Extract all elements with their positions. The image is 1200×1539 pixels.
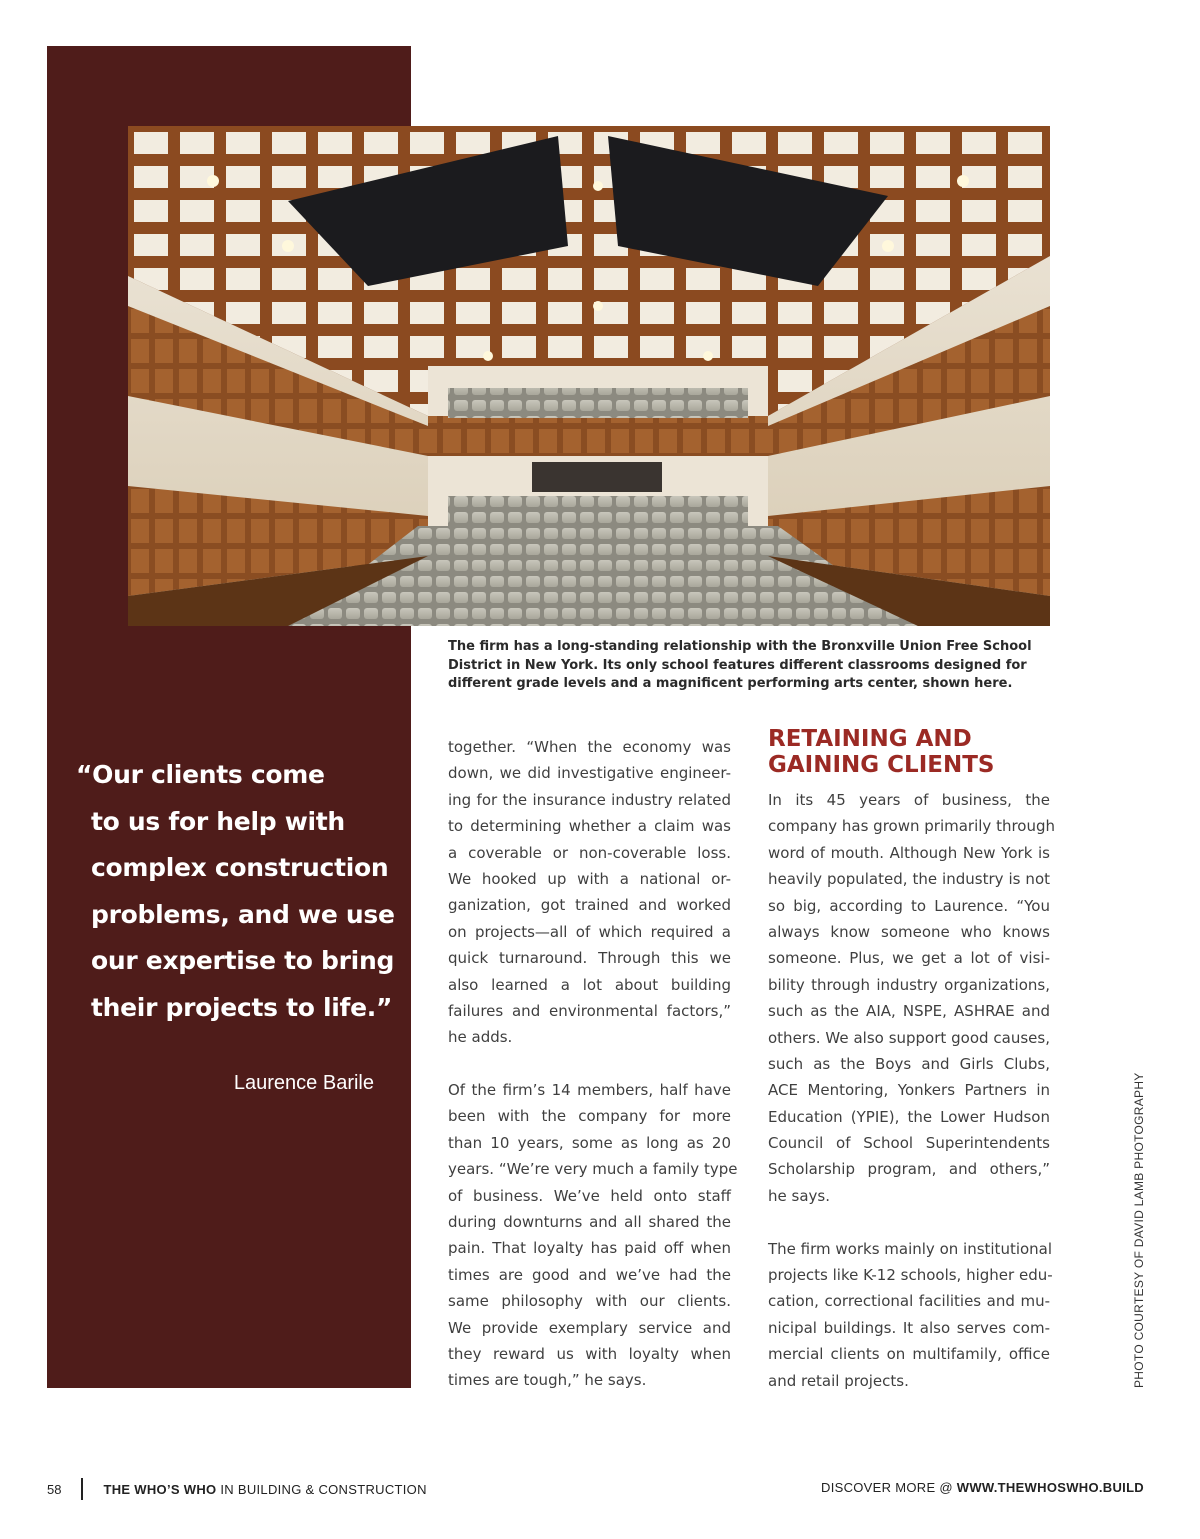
body-column-2 [768,787,1056,1394]
body-line: pain. That loyalty has paid off when [448,1239,731,1258]
body-line: projects like K-12 schools, higher edu- [768,1266,1053,1285]
discover-prefix: DISCOVER MORE @ [821,1480,957,1495]
pull-quote [72,752,395,1031]
footer-divider [81,1478,83,1500]
pull-quote-line: their projects to life.” [91,992,393,1022]
body-line: Education (YPIE), the Lower Hudson [768,1107,1050,1126]
body-line: of business. We’ve held onto staff [448,1186,731,1205]
body-line: been with the company for more [448,1107,731,1126]
body-line: also learned a lot about building [448,975,731,994]
body-line: during downturns and all shared the [448,1213,731,1232]
body-column-1 [448,734,738,1394]
body-line: times are tough,” he says. [448,1371,647,1390]
body-line: someone. Plus, we get a lot of visi- [768,949,1050,968]
body-line: ganization, got trained and worked [448,896,731,915]
body-line: he says. [768,1186,830,1205]
body-line: so big, according to Laurence. “You [768,896,1050,915]
body-line: they reward us with loyalty when [448,1344,731,1363]
website-link[interactable]: WWW.THEWHOSWHO.BUILD [956,1480,1144,1495]
body-line: Of the firm’s 14 members, half have [448,1081,731,1100]
pull-quote-line: to us for help with [91,806,345,836]
body-line: word of mouth. Although New York is [768,843,1050,862]
page-number: 58 [47,1481,62,1497]
body-line: Scholarship program, and others,” [768,1160,1050,1179]
body-line: bility through industry organizations, [768,975,1050,994]
body-line: cation, correctional facilities and mu- [768,1292,1050,1311]
pull-quote-line: complex construction [91,853,389,882]
body-line: to determining whether a claim was [448,817,731,836]
body-line: We hooked up with a national or- [448,869,731,888]
body-line: failures and environmental factors,” [448,1001,731,1020]
body-line: a coverable or non-coverable loss. [448,843,731,862]
body-line: In its 45 years of business, the [768,791,1050,809]
body-line: nicipal buildings. It also serves com- [768,1318,1050,1337]
body-line: always know someone who knows [768,922,1050,941]
body-line: together. “When the economy was [448,738,731,756]
section-heading [768,726,1068,778]
body-line: ACE Mentoring, Yonkers Partners in [768,1081,1050,1100]
pull-quote-line: problems, and we use [91,899,395,929]
body-line: he adds. [448,1028,513,1047]
body-line: down, we did investigative engineer- [448,764,731,783]
body-line: The firm works mainly on institutional [768,1239,1053,1258]
pull-quote-line: our expertise to bring [91,946,395,975]
body-line: than 10 years, some as long as 20 [448,1133,731,1152]
body-line: times are good and we’ve had the [448,1265,731,1284]
body-line: such as the Boys and Girls Clubs, [768,1054,1050,1073]
section-heading-line: RETAINING AND [768,726,972,752]
section-heading-line: GAINING CLIENTS [768,752,995,778]
body-line: Council of School Superintendents [768,1134,1050,1153]
pull-quote-line: “Our clients come [76,760,325,789]
photo-credit: PHOTO COURTESY OF DAVID LAMB PHOTOGRAPHY [1132,1072,1146,1388]
body-line: company has grown primarily through [768,817,1056,836]
body-line: We provide exemplary service and [448,1318,731,1337]
body-line: such as the AIA, NSPE, ASHRAE and [768,1002,1050,1021]
footer-discover [821,1480,1144,1495]
body-line: mercial clients on multifamily, office [768,1345,1050,1364]
body-line: others. We also support good causes, [768,1028,1050,1047]
publication-name: THE WHO’S WHO [103,1481,217,1497]
body-line: years. “We’re very much a family type [448,1160,738,1179]
body-line: same philosophy with our clients. [448,1292,731,1311]
body-line: on projects—all of which required a [448,922,731,941]
body-line: heavily populated, the industry is not [768,870,1050,889]
photo-caption: The firm has a long-standing relationship with the Bronxville Union Free School District in New York. Its only school features different classrooms designed for different grade levels and a magnificent performing arts center, shown here. [448,639,1032,691]
body-line: quick turnaround. Through this we [448,949,731,968]
quote-attribution: Laurence Barile [233,1072,374,1094]
body-line: and retail projects. [768,1371,909,1390]
footer-publication [47,1478,427,1500]
auditorium-photo [128,126,1050,626]
body-line: ing for the insurance industry related [448,790,731,809]
publication-subtitle: IN BUILDING & CONSTRUCTION [216,1481,427,1497]
